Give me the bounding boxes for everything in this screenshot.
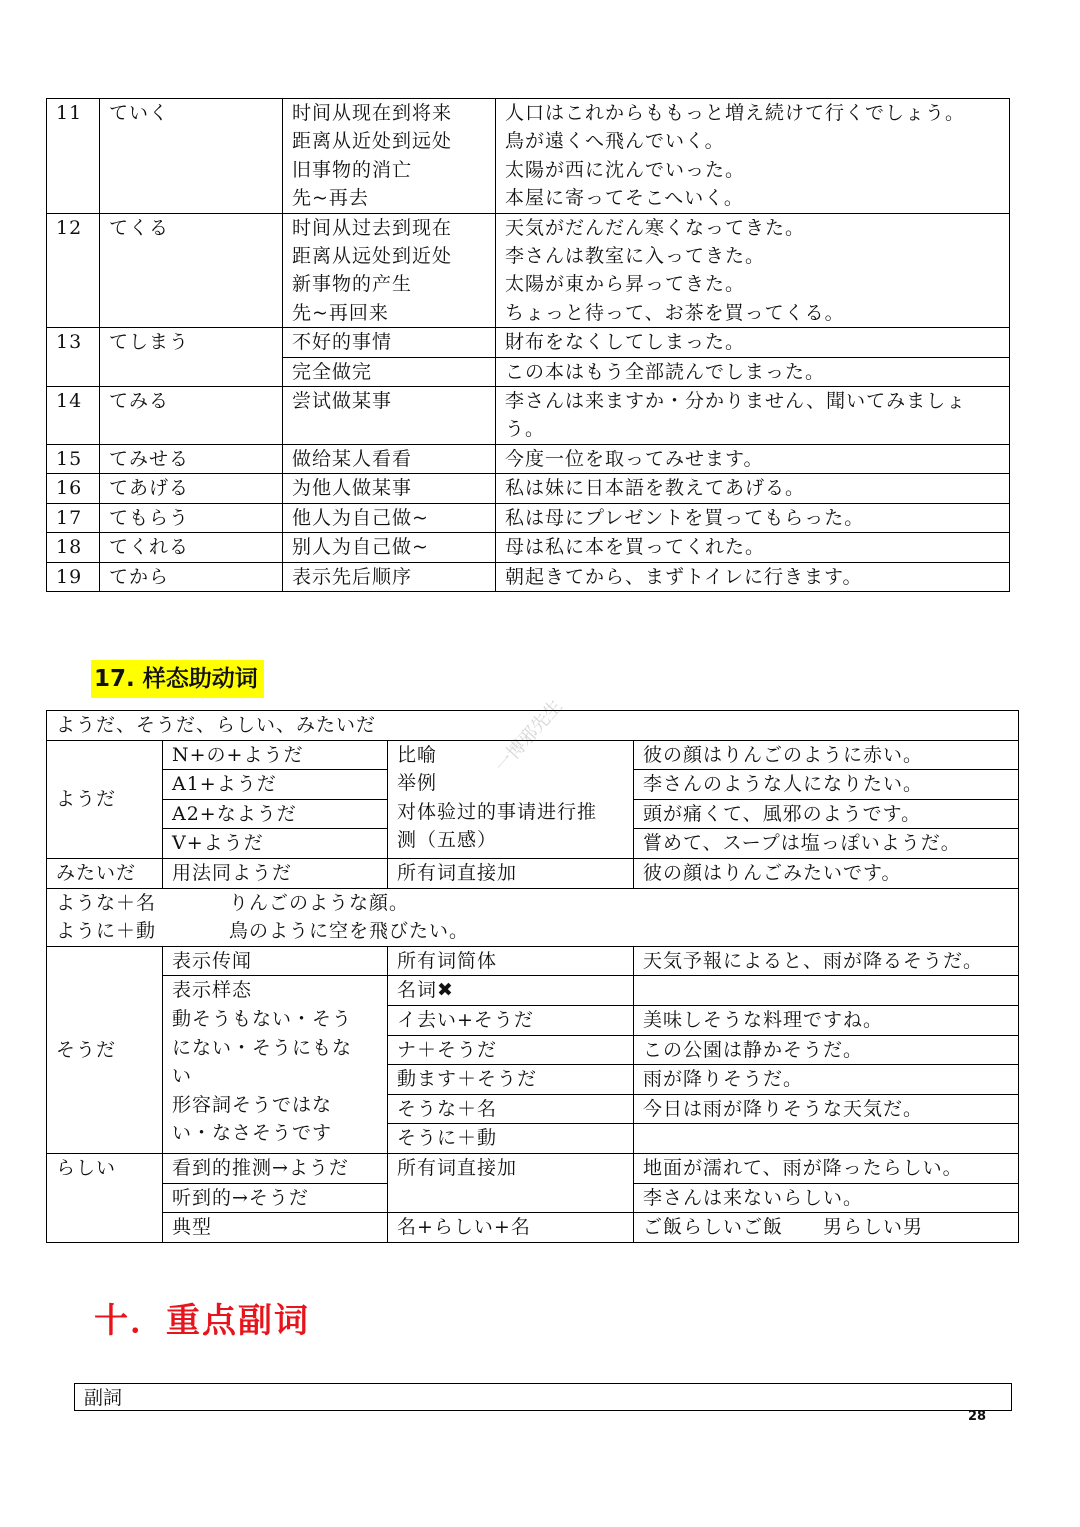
row-number: 14 bbox=[47, 387, 100, 445]
souda-example: 今日は雨が降りそうな天気だ。 bbox=[634, 1094, 1019, 1124]
youda-meanings bbox=[388, 740, 634, 858]
examples bbox=[496, 533, 1010, 562]
souda-example bbox=[634, 976, 1019, 1006]
rashii-seen: 看到的推测→ようだ bbox=[163, 1153, 388, 1183]
example: この本はもう全部読んでしまった。 bbox=[496, 357, 1010, 386]
souda-label: そうだ bbox=[47, 946, 163, 1153]
row-number: 13 bbox=[47, 328, 100, 387]
examples bbox=[496, 474, 1010, 503]
examples bbox=[496, 213, 1010, 328]
meaning: 新事物的产生 bbox=[292, 273, 413, 296]
souda-connection: イ去い+そうだ bbox=[388, 1005, 634, 1035]
meaning: 旧事物的消亡 bbox=[292, 158, 413, 181]
example: 人口はこれからももっと増え続けて行くでしょう。 bbox=[505, 102, 966, 124]
meaning: 尝试做某事 bbox=[292, 390, 393, 413]
row-number: 17 bbox=[47, 503, 100, 532]
souda-example: 雨が降りそうだ。 bbox=[634, 1065, 1019, 1095]
meaning: 完全做完 bbox=[283, 357, 496, 386]
examples bbox=[496, 387, 1010, 445]
row-number: 15 bbox=[47, 444, 100, 473]
souda-row bbox=[47, 946, 1019, 976]
youda-form: A1+ようだ bbox=[163, 770, 388, 800]
souda-hearsay-example: 天気予報によると、雨が降るそうだ。 bbox=[634, 946, 1019, 976]
example: 財布をなくしてしまった。 bbox=[496, 328, 1010, 357]
example: 私は妹に日本語を教えてあげる。 bbox=[505, 477, 806, 500]
souda-hearsay: 表示传闻 bbox=[163, 946, 388, 976]
section-10-heading: 十．重点副词 bbox=[94, 1301, 310, 1341]
meanings bbox=[283, 533, 496, 562]
te-form-table bbox=[46, 98, 1010, 592]
adverb-table-header: 副詞 bbox=[74, 1383, 1012, 1411]
table-row bbox=[47, 328, 1010, 357]
verb-form: てみせる bbox=[100, 444, 283, 473]
youda-form: V+ようだ bbox=[163, 829, 388, 859]
meanings bbox=[283, 99, 496, 214]
verb-form: てくれる bbox=[100, 533, 283, 562]
rashii-row bbox=[47, 1153, 1019, 1183]
example: 太陽が東から昇ってきた。 bbox=[505, 273, 746, 296]
table-row bbox=[47, 474, 1010, 503]
note-right: りんごのような顔。 bbox=[229, 891, 410, 914]
meanings bbox=[283, 503, 496, 532]
souda-connection: 動ます＋そうだ bbox=[388, 1065, 634, 1095]
example: 鳥が遠くへ飛んでいく。 bbox=[505, 130, 725, 153]
souda-appearance bbox=[163, 976, 388, 1154]
verb-form: てみる bbox=[100, 387, 283, 445]
verb-form: てくる bbox=[100, 213, 283, 328]
souda-hearsay-connection: 所有词简体 bbox=[388, 946, 634, 976]
table-row bbox=[47, 444, 1010, 473]
youda-form: A2+なようだ bbox=[163, 799, 388, 829]
mitaida-row bbox=[47, 858, 1019, 888]
souda-appearance-line: い・なさそうです bbox=[172, 1122, 333, 1145]
youda-form: N+の+ようだ bbox=[163, 740, 388, 770]
meanings bbox=[283, 387, 496, 445]
table-header: ようだ、そうだ、らしい、みたいだ bbox=[47, 711, 1019, 741]
notes-row bbox=[47, 888, 1019, 946]
examples bbox=[496, 444, 1010, 473]
souda-connection: そうな＋名 bbox=[388, 1094, 634, 1124]
example: 今度一位を取ってみせます。 bbox=[505, 447, 764, 470]
mitaida-usage: 用法同ようだ bbox=[163, 858, 388, 888]
youda-example: 彼の顔はりんごのように赤い。 bbox=[634, 740, 1019, 770]
rashii-typical: 典型 bbox=[163, 1213, 388, 1243]
souda-appearance-line: 形容詞そうではな bbox=[172, 1093, 333, 1116]
souda-appearance-line: 動そうもない・そう bbox=[172, 1007, 353, 1030]
souda-connection: 名词✖ bbox=[388, 976, 634, 1006]
souda-appearance-line: い bbox=[172, 1065, 193, 1088]
section-17-heading: 17. 样态助动词 bbox=[91, 660, 264, 698]
verb-form: てしまう bbox=[100, 328, 283, 387]
row-number: 16 bbox=[47, 474, 100, 503]
example: 朝起きてから、まずトイレに行きます。 bbox=[505, 565, 863, 588]
souda-example: この公園は静かそうだ。 bbox=[634, 1035, 1019, 1065]
verb-form: てあげる bbox=[100, 474, 283, 503]
youda-meaning: 比喻 bbox=[397, 743, 438, 766]
row-number: 18 bbox=[47, 533, 100, 562]
souda-example: 美味しそうな料理ですね。 bbox=[634, 1005, 1019, 1035]
verb-form: てから bbox=[100, 562, 283, 591]
youda-example: 頭が痛くて、風邪のようです。 bbox=[634, 799, 1019, 829]
usage-notes bbox=[47, 888, 1019, 946]
examples bbox=[496, 99, 1010, 214]
example: 天気がだんだん寒くなってきた。 bbox=[505, 216, 806, 239]
meaning: 别人为自己做~ bbox=[292, 536, 429, 559]
examples bbox=[496, 503, 1010, 532]
example: 李さんは教室に入ってきた。 bbox=[505, 245, 766, 268]
table-row bbox=[47, 99, 1010, 214]
table-row bbox=[47, 562, 1010, 591]
souda-appearance-line: にない・そうにもな bbox=[172, 1036, 353, 1059]
example: 本屋に寄ってそこへいく。 bbox=[505, 187, 744, 210]
youda-meaning: 对体验过的事请进行推 bbox=[397, 800, 598, 823]
row-number: 11 bbox=[47, 99, 100, 214]
example: 太陽が西に沈んでいった。 bbox=[505, 158, 746, 181]
meaning: 先~再去 bbox=[292, 187, 369, 210]
meaning: 表示先后顺序 bbox=[292, 565, 413, 588]
rashii-example: 地面が濡れて、雨が降ったらしい。 bbox=[634, 1153, 1019, 1183]
note-right: 鳥のように空を飛びたい。 bbox=[229, 920, 470, 943]
souda-row bbox=[47, 976, 1019, 1006]
souda-example bbox=[634, 1124, 1019, 1154]
souda-connection: そうに＋動 bbox=[388, 1124, 634, 1154]
examples bbox=[496, 562, 1010, 591]
example: 李さんは来ますか・分かりません、聞いてみましょ bbox=[505, 390, 967, 413]
mitaida-label: みたいだ bbox=[47, 858, 163, 888]
youda-label: ようだ bbox=[47, 740, 163, 858]
row-number: 12 bbox=[47, 213, 100, 328]
meaning: 时间从现在到将来 bbox=[292, 102, 453, 124]
meaning: 做给某人看看 bbox=[292, 447, 413, 470]
example: ちょっと待って、お茶を買ってくる。 bbox=[505, 301, 845, 324]
meaning: 时间从过去到现在 bbox=[292, 216, 453, 239]
row-number: 19 bbox=[47, 562, 100, 591]
rashii-label: らしい bbox=[47, 1153, 163, 1242]
meaning: 不好的事情 bbox=[283, 328, 496, 357]
verb-form: てもらう bbox=[100, 503, 283, 532]
page-number: 28 bbox=[968, 1409, 987, 1424]
youda-meaning: 举例 bbox=[397, 772, 438, 795]
table-row bbox=[47, 387, 1010, 445]
watermark: 一博邪先生 bbox=[490, 695, 567, 777]
table-header-row bbox=[47, 711, 1019, 741]
table-row bbox=[47, 213, 1010, 328]
table-row bbox=[47, 503, 1010, 532]
souda-appearance-line: 表示样态 bbox=[172, 979, 253, 1002]
meaning: 距离从近处到远处 bbox=[292, 130, 453, 153]
meaning: 先~再回来 bbox=[292, 301, 389, 324]
rashii-row bbox=[47, 1213, 1019, 1243]
meaning: 距离从远处到近处 bbox=[292, 245, 453, 268]
modal-auxiliary-table bbox=[46, 710, 1019, 1243]
rashii-typical-connection: 名+らしい+名 bbox=[388, 1213, 634, 1243]
youda-example: 李さんのような人になりたい。 bbox=[634, 770, 1019, 800]
table-row bbox=[47, 533, 1010, 562]
example: う。 bbox=[505, 418, 546, 441]
rashii-typical-example: ご飯らしいご飯 男らしい男 bbox=[634, 1213, 1019, 1243]
rashii-connection: 所有词直接加 bbox=[388, 1153, 634, 1212]
verb-form: ていく bbox=[100, 99, 283, 214]
rashii-example: 李さんは来ないらしい。 bbox=[634, 1183, 1019, 1213]
souda-connection: ナ＋そうだ bbox=[388, 1035, 634, 1065]
meanings bbox=[283, 213, 496, 328]
meaning: 为他人做某事 bbox=[292, 477, 413, 500]
note-left: ような＋名 bbox=[56, 891, 157, 914]
meanings bbox=[283, 474, 496, 503]
example: 母は私に本を買ってくれた。 bbox=[505, 536, 766, 559]
rashii-heard: 听到的→そうだ bbox=[163, 1183, 388, 1213]
example: 私は母にプレゼントを買ってもらった。 bbox=[505, 506, 865, 529]
meanings bbox=[283, 562, 496, 591]
mitaida-connection: 所有词直接加 bbox=[388, 858, 634, 888]
youda-row bbox=[47, 740, 1019, 770]
cross-icon: ✖ bbox=[437, 979, 454, 1002]
meanings bbox=[283, 444, 496, 473]
mitaida-example: 彼の顔はりんごみたいです。 bbox=[634, 858, 1019, 888]
note-left: ように＋動 bbox=[56, 920, 157, 943]
youda-meaning: 测（五感） bbox=[397, 829, 498, 852]
meaning: 他人为自己做~ bbox=[292, 506, 429, 529]
youda-example: 嘗めて、スープは塩っぽいようだ。 bbox=[634, 829, 1019, 859]
